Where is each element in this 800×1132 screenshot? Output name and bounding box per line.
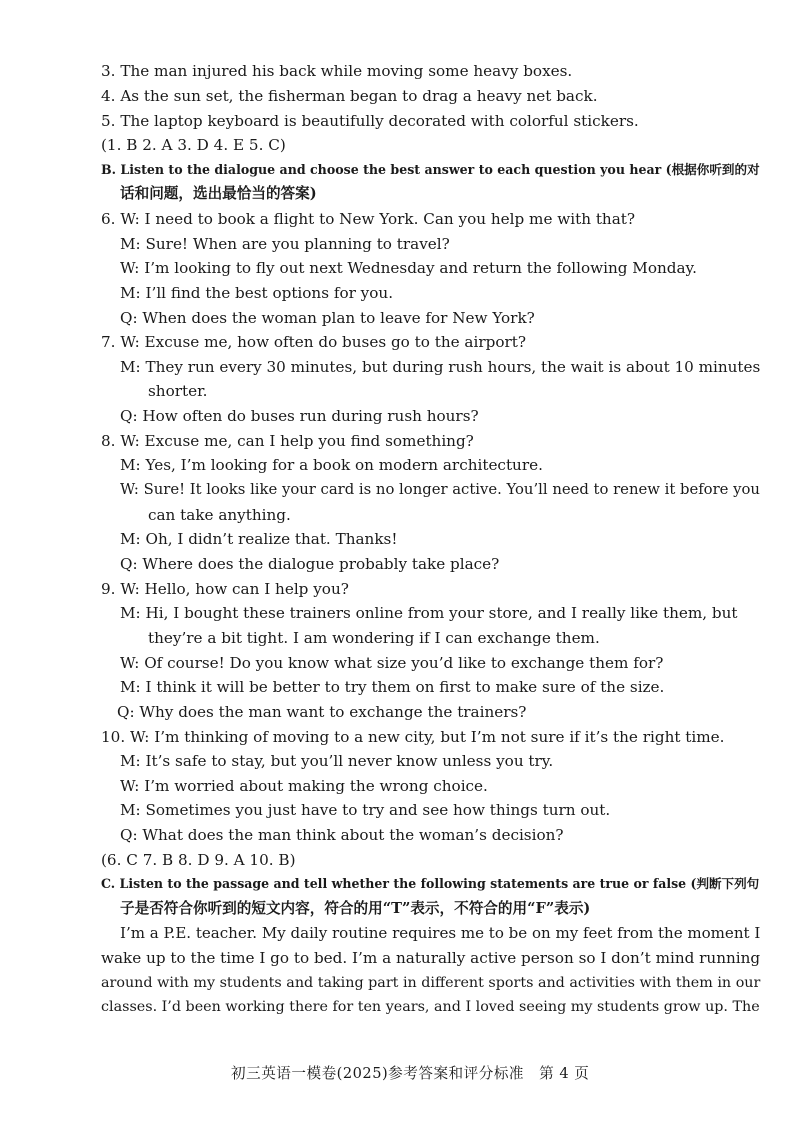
dialogue-10-w1: 10. W: I’m thinking of moving to a new city, but I’m not sure if it’s the right time. [101,728,725,746]
section-c-heading-cont: 子是否符合你听到的短文内容，符合的用“T”表示，不符合的用“F”表示) [120,900,591,917]
passage-line-3: around with my students and taking part in different sports and activities with them in our [101,975,761,991]
dialogue-10-m1: M: It’s safe to stay, but you’ll never know unless you try. [120,752,554,770]
script-line-3: 3. The man injured his back while moving some heavy boxes. [101,62,573,80]
dialogue-10-m2: M: Sometimes you just have to try and see how things turn out. [120,801,611,819]
page-footer: 初三英语一模卷(2025)参考答案和评分标准 第 4 页 [231,1065,590,1082]
dialogue-8-w1: 8. W: Excuse me, can I help you find something? [101,432,474,450]
script-line-5: 5. The laptop keyboard is beautifully decorated with colorful stickers. [101,112,639,130]
dialogue-6-w2: W: I’m looking to fly out next Wednesday and return the following Monday. [120,259,697,277]
dialogue-10-question: Q: What does the man think about the woman’s decision? [120,826,564,844]
answer-key-section-a: (1. B 2. A 3. D 4. E 5. C) [101,136,286,154]
dialogue-7-w1: 7. W: Excuse me, how often do buses go to the airport? [101,333,526,351]
dialogue-8-m1: M: Yes, I’m looking for a book on modern architecture. [120,456,543,474]
section-b-heading-cont: 话和问题，选出最恰当的答案) [120,185,317,202]
dialogue-8-question: Q: Where does the dialogue probably take place? [120,555,500,573]
dialogue-6-m2: M: I’ll find the best options for you. [120,284,394,302]
dialogue-6-question: Q: When does the woman plan to leave for New York? [120,309,535,327]
dialogue-9-m2: M: I think it will be better to try them on first to make sure of the size. [120,678,665,696]
dialogue-7-question: Q: How often do buses run during rush hours? [120,407,479,425]
passage-line-2: wake up to the time I go to bed. I’m a naturally active person so I don’t mind running [101,949,761,967]
script-line-4: 4. As the sun set, the fisherman began to drag a heavy net back. [101,87,598,105]
dialogue-6-m1: M: Sure! When are you planning to travel? [120,235,450,253]
dialogue-6-w1: 6. W: I need to book a flight to New York. Can you help me with that? [101,210,636,228]
passage-line-1: I’m a P.E. teacher. My daily routine requires me to be on my feet from the moment I [120,924,761,942]
dialogue-10-w2: W: I’m worried about making the wrong choice. [120,777,488,795]
section-c-heading: C. Listen to the passage and tell whether the following statements are true or false (判断下列句 [101,876,760,891]
answer-key-section-b: (6. C 7. B 8. D 9. A 10. B) [101,851,296,869]
dialogue-9-m1: M: Hi, I bought these trainers online from your store, and I really like them, but [120,604,738,622]
dialogue-8-m2: M: Oh, I didn’t realize that. Thanks! [120,530,398,548]
section-b-heading: B. Listen to the dialogue and choose the best answer to each question you hear (根据你听到的对 [101,162,760,177]
dialogue-9-question: Q: Why does the man want to exchange the trainers? [117,703,527,721]
dialogue-9-m1-cont: they’re a bit tight. I am wondering if I can exchange them. [148,629,600,647]
dialogue-7-m1-cont: shorter. [148,382,208,400]
dialogue-8-w2: W: Sure! It looks like your card is no longer active. You’ll need to renew it before you [120,481,760,498]
dialogue-9-w1: 9. W: Hello, how can I help you? [101,580,349,598]
dialogue-9-w2: W: Of course! Do you know what size you’d like to exchange them for? [120,654,664,672]
passage-line-4: classes. I’d been working there for ten years, and I loved seeing my students grow up. The [101,999,760,1015]
dialogue-8-w2-cont: can take anything. [148,506,291,524]
dialogue-7-m1: M: They run every 30 minutes, but during rush hours, the wait is about 10 minutes [120,358,761,376]
